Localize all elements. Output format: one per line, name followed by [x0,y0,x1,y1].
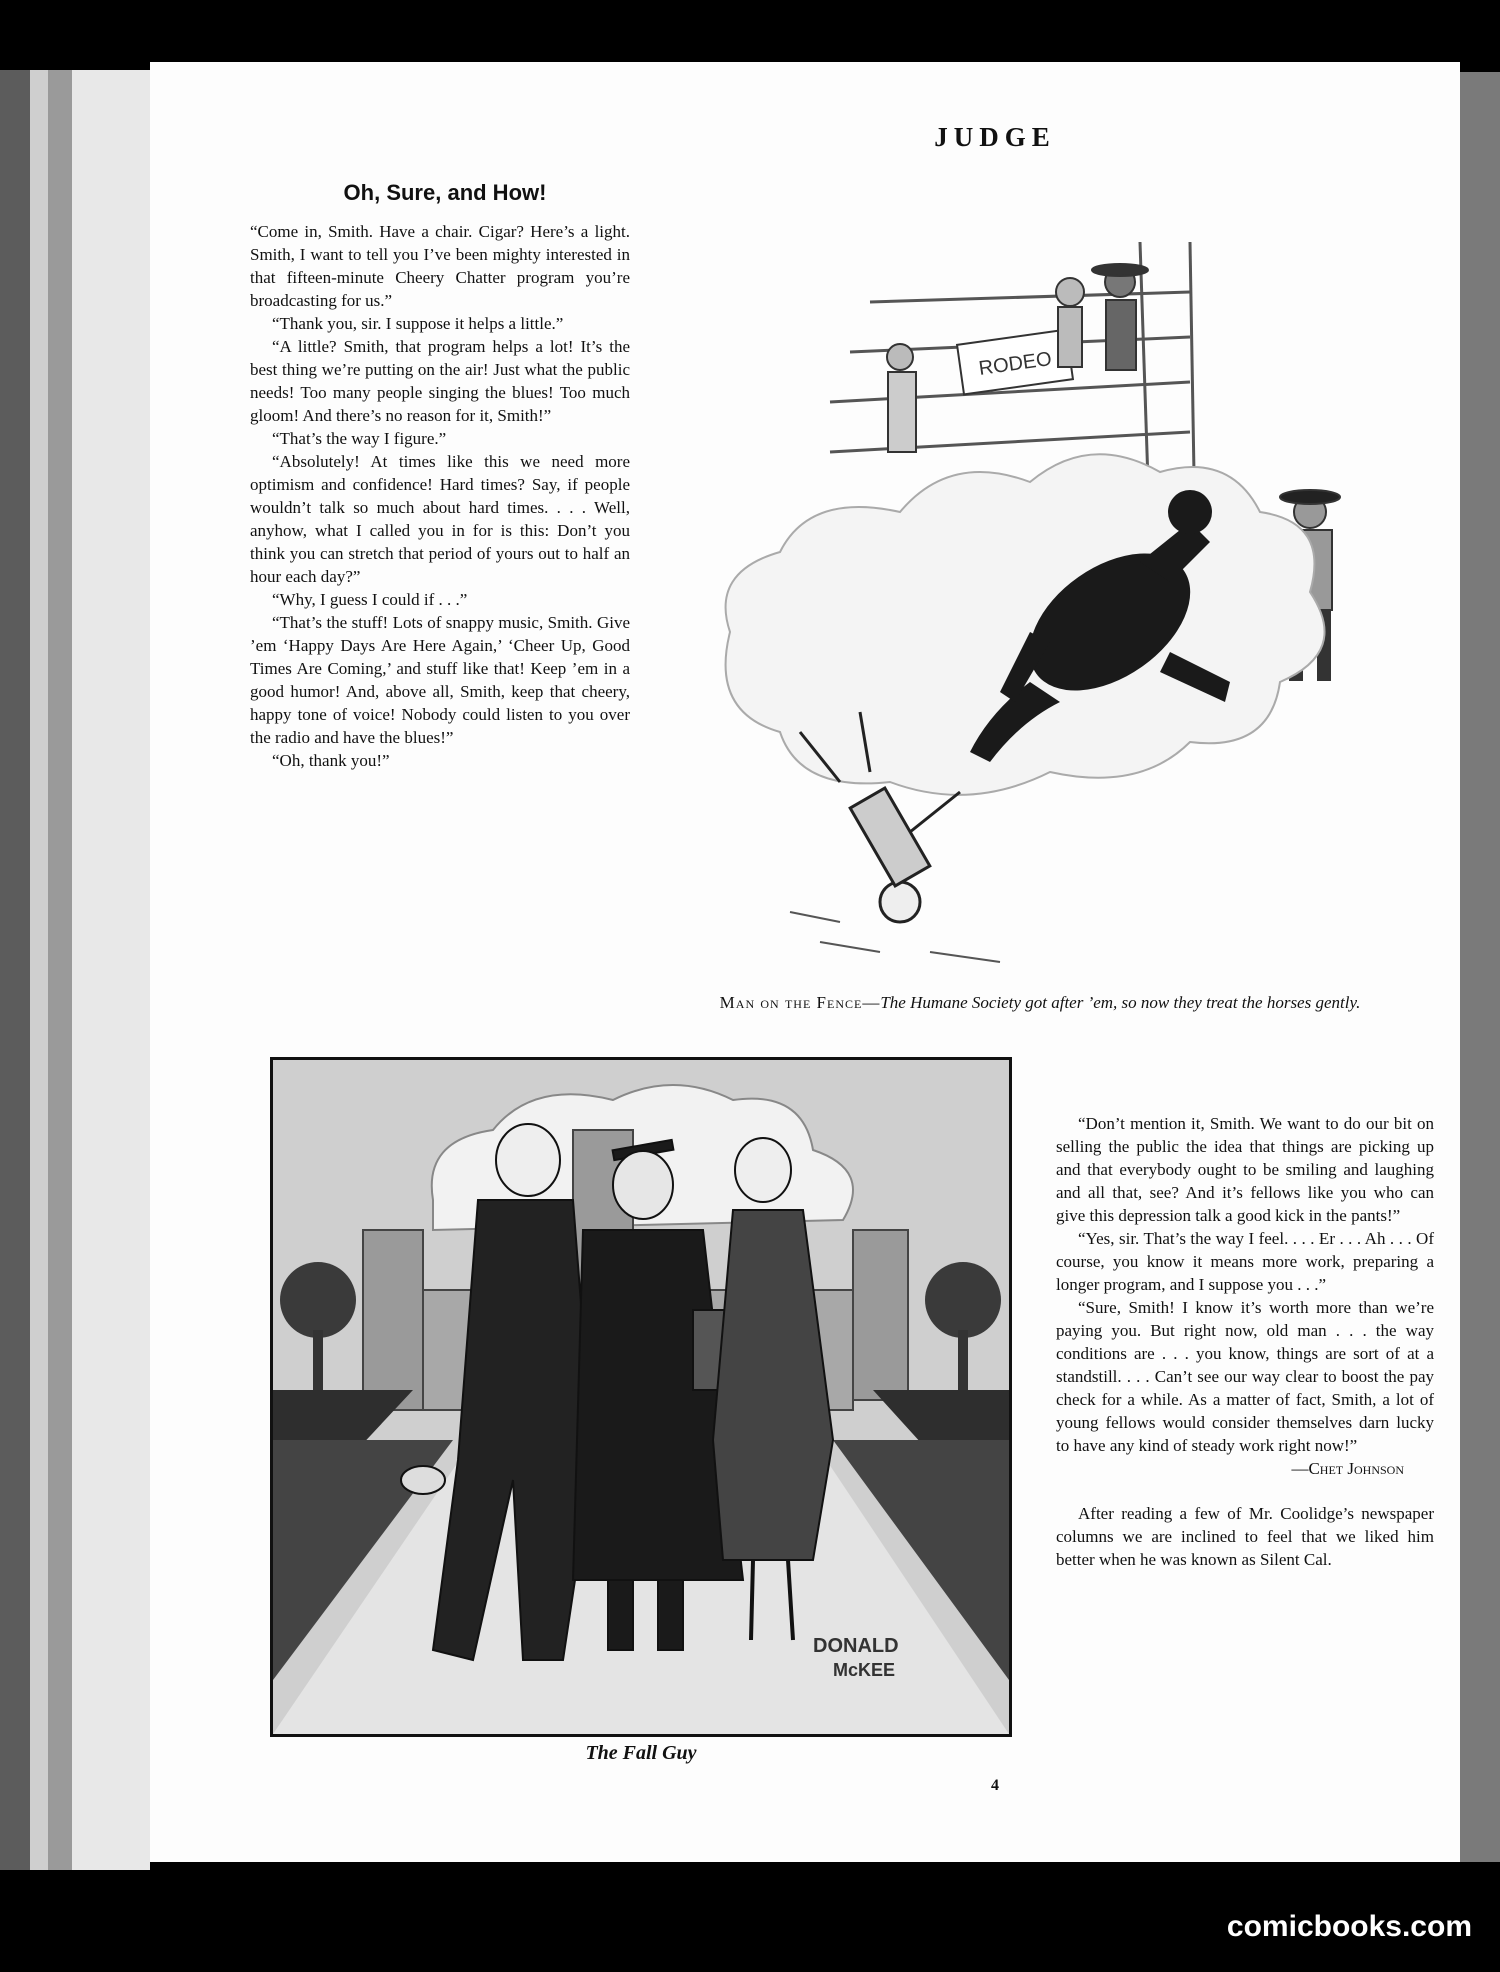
book-edge [72,70,150,1870]
rodeo-caption [680,992,1400,1014]
story-paragraph: “That’s the way I figure.” [272,429,447,448]
rodeo-illustration [670,212,1440,1012]
rodeo-caption-text: The Humane Society got after ’em, so now they treat the horses gently. [880,993,1361,1012]
story-paragraph: “Yes, sir. That’s the way I feel. . . . Er . . . Ah . . . Of course, you know it means more work, preparing a longer program, and I suppose you . . .” [1056,1229,1434,1294]
story-byline: —Chet Johnson [1291,1459,1404,1478]
book-edge [0,70,30,1870]
story-paragraph: “Sure, Smith! I know it’s worth more than we’re paying you. But right now, old man . . . the way conditions are . . . you know, things are sort of at a standstill. . . . Can’t see our way clear to boost the pay check for a while. As a matter of fact, Smith, a lot of young fellows would consider themselves darn lucky to have any kind of steady work right now!” [1056,1298,1434,1455]
filler-paragraph: After reading a few of Mr. Coolidge’s newspaper columns we are inclined to feel that we liked him better when he was known as Silent Cal. [1056,1504,1434,1569]
story-right-column [1056,1112,1434,1571]
story-paragraph: “Oh, thank you!” [272,751,390,770]
story-title: Oh, Sure, and How! [343,180,547,205]
story-paragraph: “Thank you, sir. I suppose it helps a little.” [272,314,564,333]
story-paragraph: “A little? Smith, that program helps a lot! It’s the best thing we’re putting on the air! Just what the public needs! Too many people singing the blues! Too much gloom! And there’s no reason for it, Smith!” [250,337,630,425]
masthead: JUDGE [934,122,1056,152]
rodeo-caption-label: Man on the Fence— [719,993,881,1012]
artist-signature-line2: McKEE [833,1660,896,1680]
dust-cloud [726,454,1325,795]
story-paragraph: “That’s the stuff! Lots of snappy music, Smith. Give ’em ‘Happy Days Are Here Again,’ ‘Cheer Up, Good Times Are Coming,’ and stuff like that! Keep ’em in a good humor! And, above all, Smith, keep that cheery, happy tone of voice! Nobody could listen to you over the radio and have the blues!” [250,613,630,747]
fall-guy-cartoon-frame [270,1057,1012,1737]
story-paragraph: “Absolutely! At times like this we need more optimism and confidence! Hard times? Say, if people wouldn’t talk so much about hard times. . . . Well, anyhow, what I called you in for is this: Don’t you think you can stretch that period of yours out to half an hour each day?” [250,452,630,586]
artist-signature-line1: DONALD [813,1635,899,1657]
book-edge-right [1460,72,1500,1862]
fall-guy-illustration [273,1060,1009,1734]
page-number: 4 [991,1777,999,1794]
rodeo-sign [957,330,1073,395]
story-paragraph: “Why, I guess I could if . . .” [272,590,468,609]
story-left-column [250,220,630,772]
magazine-page [150,62,1460,1862]
fall-guy-caption: The Fall Guy [585,1742,697,1764]
book-edge [30,70,48,1870]
story-paragraph: “Don’t mention it, Smith. We want to do our bit on selling the public the idea that things are picking up and that everybody ought to be smiling and laughing and all that, see? And it’s fellows like you who can give this depression talk a good kick in the pants!” [1056,1114,1434,1225]
spacer [1056,1480,1434,1502]
watermark: comicbooks.com [1226,1910,1472,1943]
rodeo-sign-text: RODEO [977,347,1054,380]
book-edge [48,70,72,1870]
story-paragraph: “Come in, Smith. Have a chair. Cigar? Here’s a light. Smith, I want to tell you I’ve been mighty interested in that fifteen-minute Cheery Chatter program you’re broadcasting for us.” [250,222,630,310]
